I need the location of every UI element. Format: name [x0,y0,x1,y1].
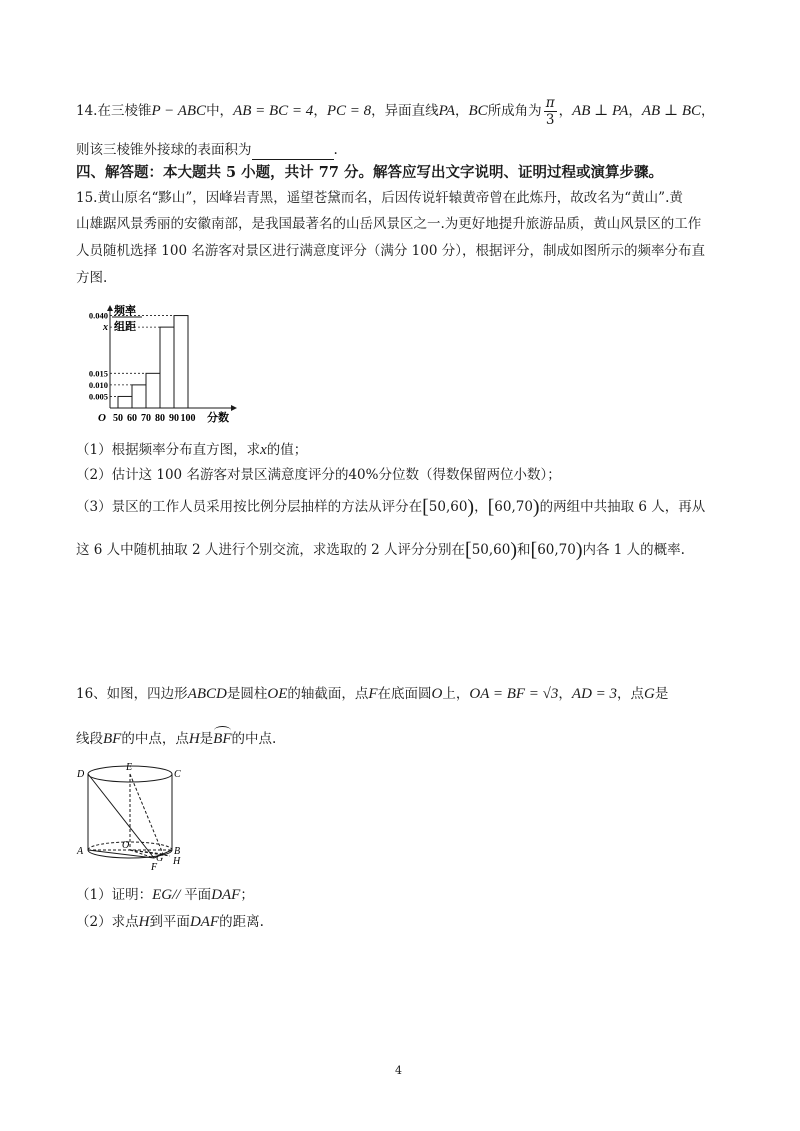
q15-text: 这 6 人中随机抽取 2 人进行个别交流，求选取的 2 人评分分别在 [76,542,466,558]
q14-text: . [333,142,338,158]
q16-text: ，点 [617,686,645,702]
q16-text: （1）证明： [76,887,153,903]
y-tick-labels [89,311,108,402]
ylabel-bottom: 组距 [114,321,136,333]
q15-text: 的值； [266,442,308,458]
q16-math: DAF [211,887,241,903]
q14-line-2 [76,140,338,160]
q15-intro-line-4: 方图. [76,270,108,286]
q16-text: 平面 [184,887,212,903]
q15-part2: （2）估计这 100 名游客对景区满意度评分的40%分位数（得数保留两位小数）； [76,467,561,483]
q14-text: 14.在三棱锥 [76,103,152,119]
q16-text: 是 [199,731,214,747]
label-d: D [77,769,85,780]
histogram-bar [146,373,160,408]
q16-line-2 [76,729,276,749]
x-tick-label: 50 [113,413,123,424]
cylinder-figure [74,760,204,882]
q15-intro-line-2: 山雄踞风景秀丽的安徽南部，是我国最著名的山岳风景区之一.为更好地提升旅游品质，黄山风景区的工作 [76,216,702,232]
q16-text: ， [558,686,572,702]
xlabel: 分数 [207,412,229,424]
bracket-right: ) [510,539,518,561]
q16-text: 线段 [76,731,103,747]
q14-math: PA [438,103,456,119]
q14-math: PC = 8 [326,103,372,119]
q16-text: 的距离. [219,914,264,930]
q16-text: 上， [442,686,470,702]
q16-math: O [431,686,443,702]
q16-text: ； [240,887,254,903]
q16-part2 [76,912,264,932]
q14-text: ， [313,103,327,119]
histogram-bar [174,316,188,408]
interval-50-60: 50,60 [428,499,468,515]
q14-text: ， [628,103,642,119]
q16-math: ABCD [187,686,227,702]
q16-text: 在底面圆 [377,686,432,702]
section-heading: 四、解答题：本大题共 5 小题，共计 77 分。解答应写出文字说明、证明过程或演算步骤。 [76,164,663,181]
histogram-bar [160,327,174,408]
page-number: 4 [395,1064,402,1077]
q14-math: AB ⊥ BC [641,103,701,119]
answer-blank [252,145,334,160]
bracket-right: ) [467,496,475,518]
q15-part3-line2 [76,540,685,560]
q14-math: BC [468,103,488,119]
q14-math: AB = BC = 4 [233,103,314,119]
q15-intro-line-1: 15.黄山原名“黟山”，因峰岩青黑，遥望苍黛而名，后因传说轩辕黄帝曾在此炼丹，故改名为“黄山”.黄 [76,190,683,206]
ylabel-top: 频率 [114,305,136,317]
origin-label: O [98,412,106,424]
x-tick-label: 100 [180,413,196,424]
interval-60-70: 60,70 [494,499,533,515]
q15-part1 [76,440,307,460]
q16-text: 是 [654,686,669,702]
q16-math: DAF [189,914,220,930]
q15-intro-line-3: 人员随机选择 100 名游客对景区进行满意度评分（满分 100 分），根据评分，制成如图所示的频率分布直 [76,243,705,259]
x-tick-label: 60 [127,413,137,424]
q16-line-1 [76,684,668,704]
x-tick-labels [113,413,196,424]
q14-math: P − ABC [151,103,207,119]
q16-text: 的中点，点 [121,731,189,747]
bracket-right: ) [532,496,540,518]
label-o: O [122,840,130,851]
q16-math: H [138,914,150,930]
label-f: F [151,862,158,873]
bracket-left: [ [422,496,429,518]
q16-math: EG// [152,887,185,903]
label-e: E [126,762,133,773]
q16-math: OE [267,686,288,702]
q14-text: 所成角为 [487,103,542,119]
segment-df [88,774,154,858]
label-g: G [156,853,164,864]
q15-text: （1）根据频率分布直方图，求 [76,442,261,458]
q15-text: （3）景区的工作人员采用按比例分层抽样的方法从评分在 [76,499,423,515]
q15-text: 内各 1 人的概率. [582,542,685,558]
q16-text: 的轴截面，点 [287,686,369,702]
bracket-left: [ [465,539,472,561]
q15-part3-line1 [76,497,705,517]
q15-text: ， [474,499,488,515]
q15-math: x [260,442,267,458]
q16-text: （2）求点 [76,914,139,930]
q16-part1 [76,885,254,905]
interval-60-70: 60,70 [537,542,576,558]
pi-over-3-fraction [544,95,557,128]
q16-math: AD = 3 [571,686,618,702]
bracket-right: ) [575,539,583,561]
frequency-histogram [74,300,244,430]
q15-text: 的两组中共抽取 6 人，再从 [539,499,706,515]
q14-text: ， [701,103,715,119]
q14-text: 则该三棱锥外接球的表面积为 [76,142,252,158]
y-tick-label: 0.015 [88,368,108,379]
y-tick-label: x [103,322,108,334]
q14-line-1 [76,95,715,128]
label-c: C [174,769,181,780]
q16-text: 的中点. [231,731,277,747]
interval-50-60: 50,60 [471,542,511,558]
q15-text: 和 [517,542,531,558]
segment-af [88,850,154,858]
y-tick-label: 0.040 [88,310,108,321]
q16-text: 到平面 [149,914,190,930]
label-a: A [77,846,84,857]
q16-math: OA = BF = √3 [469,686,559,702]
arc-bf: BF [213,731,232,747]
x-tick-label: 90 [169,413,179,424]
y-tick-label: 0.010 [88,379,108,390]
q16-text: 16、如图，四边形 [76,686,188,702]
q14-text: ， [455,103,469,119]
x-tick-label: 80 [155,413,165,424]
fraction-denominator: 3 [545,112,555,128]
q16-math: BF [103,731,122,747]
bracket-left: [ [530,539,538,561]
q14-text: ， [558,103,573,119]
label-b: B [174,846,181,857]
q16-text: 是圆柱 [226,686,268,702]
x-tick-label: 70 [141,413,151,424]
q14-text: 中， [206,103,234,119]
histogram-bar [132,385,146,408]
label-h: H [173,856,181,867]
y-tick-label: 0.005 [88,391,108,402]
q16-math: H [188,731,200,747]
bracket-left: [ [487,496,495,518]
q16-math: F [368,686,378,702]
fraction-numerator: π [545,95,555,111]
q16-math: G [644,686,655,702]
histogram-bar [118,396,132,408]
q14-math: AB ⊥ PA [572,103,629,119]
q14-text: ，异面直线 [371,103,439,119]
segment-eg-dashed [130,774,163,854]
